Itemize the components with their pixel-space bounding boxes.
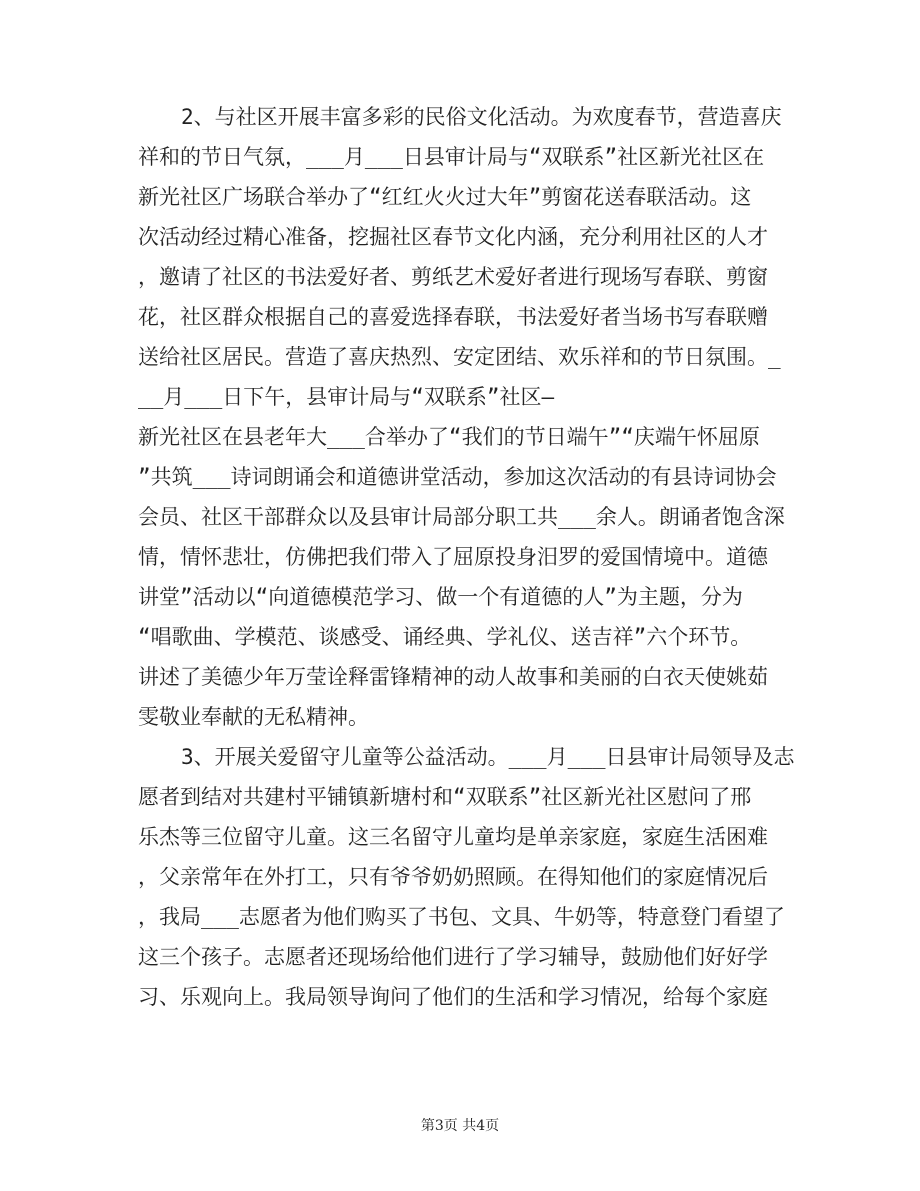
paragraph-2-line-2: 祥和的节日气氛，___月___日县审计局与“双联系”社区新光社区在: [138, 145, 765, 169]
paragraph-2-line-5: ，邀请了社区的书法爱好者、剪纸艺术爱好者进行现场写春联、剪窗: [138, 265, 768, 289]
paragraph-3-line-1: 3、开展关爱留守儿童等公益活动。___月___日县审计局领导及志: [181, 745, 795, 769]
paragraph-2-line-14: “唱歌曲、学模范、谈感受、诵经典、学礼仪、送吉祥”六个环节。: [138, 625, 752, 649]
paragraph-2-line-8: __月___日下午，县审计局与“双联系”社区—: [138, 385, 555, 409]
page-number-footer: 第3页 共4页: [420, 1118, 500, 1134]
paragraph-2-line-13: 讲堂”活动以“向道德模范学习、做一个有道德的人”为主题，分为: [138, 585, 743, 609]
paragraph-2-line-9: 新光社区在县老年大___合举办了“我们的节日端午”“庆端午怀屈原: [138, 425, 760, 449]
paragraph-3-line-6: 这三个孩子。志愿者还现场给他们进行了学习辅导，鼓励他们好好学: [138, 945, 768, 969]
paragraph-3-line-5: ，我局___志愿者为他们购买了书包、文具、牛奶等，特意登门看望了: [138, 905, 785, 929]
paragraph-2-line-6: 花，社区群众根据自己的喜爱选择春联，书法爱好者当场书写春联赠: [138, 305, 768, 329]
paragraph-2-line-4: 次活动经过精心准备，挖掘社区春节文化内涵，充分利用社区的人才: [138, 225, 768, 249]
paragraph-2-line-7: 送给社区居民。营造了喜庆热烈、安定团结、欢乐祥和的节日氛围。_: [138, 345, 781, 369]
paragraph-3-line-3: 乐杰等三位留守儿童。这三名留守儿童均是单亲家庭，家庭生活困难: [138, 825, 768, 849]
paragraph-2-line-10: ”共筑___诗词朗诵会和道德讲堂活动，参加这次活动的有县诗词协会: [138, 465, 777, 489]
paragraph-3-line-7: 习、乐观向上。我局领导询问了他们的生活和学习情况，给每个家庭: [138, 985, 768, 1009]
paragraph-2-line-1: 2、与社区开展丰富多彩的民俗文化活动。为欢度春节，营造喜庆: [181, 105, 782, 129]
paragraph-2-line-16: 雯敬业奉献的无私精神。: [138, 705, 369, 729]
document-body: [138, 97, 795, 1017]
paragraph-2-line-11: 会员、社区干部群众以及县审计局部分职工共___余人。朗诵者饱含深: [138, 505, 785, 529]
paragraph-3-line-2: 愿者到结对共建村平铺镇新塘村和“双联系”社区新光社区慰问了邢: [138, 785, 752, 809]
paragraph-2-line-15: 讲述了美德少年万莹诠释雷锋精神的动人故事和美丽的白衣天使姚茹: [138, 665, 768, 689]
paragraph-2-line-12: 情，情怀悲壮，仿佛把我们带入了屈原投身汨罗的爱国情境中。道德: [138, 545, 768, 569]
paragraph-3-line-4: ，父亲常年在外打工，只有爷爷奶奶照顾。在得知他们的家庭情况后: [138, 865, 768, 889]
paragraph-2-line-3: 新光社区广场联合举办了“红红火火过大年”剪窗花送春联活动。这: [138, 185, 752, 209]
